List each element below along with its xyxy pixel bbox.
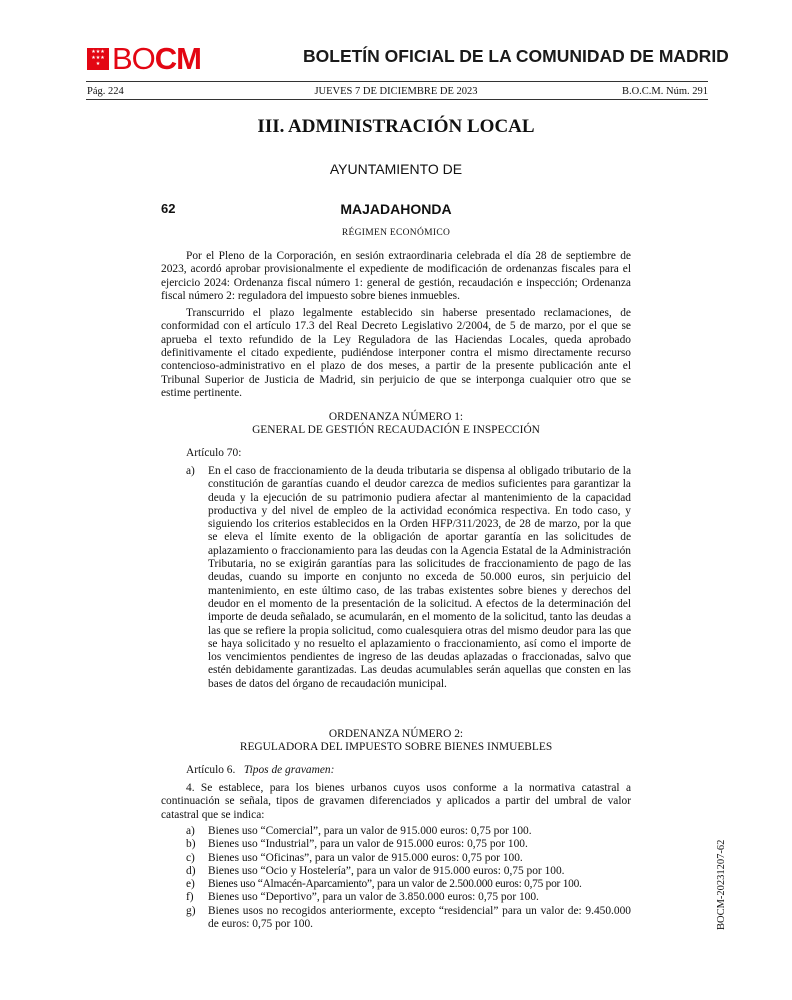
ordinance-2-text — [161, 782, 631, 822]
list-item-label: d) — [186, 864, 196, 877]
ordinance-2-title: ORDENANZA NÚMERO 2: — [328, 728, 464, 740]
bocm-logo — [87, 41, 202, 76]
tax-rate-list — [161, 825, 631, 931]
ordinance-1-subtitle: GENERAL DE GESTIÓN RECAUDACIÓN E INSPECCIÓN — [252, 424, 540, 437]
list-item-text: Bienes uso “Deportivo”, para un valor de 3.850.000 euros: 0,75 por 100. — [208, 891, 539, 904]
list-item — [161, 905, 631, 932]
ordinance-1-title: ORDENANZA NÚMERO 1: — [328, 411, 464, 423]
list-item — [161, 465, 631, 691]
town-heading: MAJADAHONDA — [340, 201, 452, 217]
issue-number: B.O.C.M. Núm. 291 — [621, 86, 708, 97]
header-rule-bottom — [86, 99, 708, 100]
article-number: Artículo 6. — [186, 764, 236, 776]
section-title: III. ADMINISTRACIÓN LOCAL — [257, 116, 535, 137]
ordinance-1-list — [161, 465, 631, 691]
list-item-text: Bienes usos no recogidos anteriormente, excepto “residencial” para un valor de: 9.450.000 de euros: 0,75 por 100. — [208, 904, 631, 931]
list-item-text: Bienes uso “Industrial”, para un valor de 915.000 euros: 0,75 por 100. — [208, 838, 528, 851]
ordinance-2-subtitle: REGULADORA DEL IMPUESTO SOBRE BIENES INMUEBLES — [239, 741, 553, 754]
list-item-text: Bienes uso “Comercial”, para un valor de 915.000 euros: 0,75 por 100. — [208, 825, 532, 837]
ordinance-2-paragraph: 4. Se establece, para los bienes urbanos cuyos usos conforme a la normativa catastral a continuación se señala, tipos de gravamen diferenciados y aplicados a partir del umbral de valor catastral que se indica: — [161, 782, 631, 821]
ordinance-2-heading — [161, 728, 631, 755]
masthead-title: BOLETÍN OFICIAL DE LA COMUNIDAD DE MADRID — [303, 46, 729, 66]
authority-heading: AYUNTAMIENTO DE — [329, 161, 463, 177]
subject-heading: RÉGIMEN ECONÓMICO — [341, 228, 451, 238]
logo-wordmark: BOCM — [112, 41, 202, 76]
list-item-label: c) — [186, 851, 195, 864]
list-item-label: a) — [186, 825, 195, 837]
issue-date: JUEVES 7 DE DICIEMBRE DE 2023 — [314, 86, 478, 97]
ordinance-2-article — [186, 764, 334, 776]
list-item — [161, 865, 631, 878]
list-item-label: g) — [186, 904, 196, 917]
list-item-text: Bienes uso “Ocio y Hostelería”, para un valor de 915.000 euros: 0,75 por 100. — [208, 864, 565, 877]
list-item-text: Bienes uso “Almacén-Aparcamiento”, para un valor de 2.500.000 euros: 0,75 por 100. — [208, 878, 582, 891]
list-item — [161, 891, 631, 904]
ordinance-1-article: Artículo 70: — [186, 447, 242, 459]
madrid-stars-icon: ★★★ ★★★ ★ — [87, 48, 109, 70]
ordinance-1-heading — [161, 411, 631, 438]
list-item-label: a) — [186, 465, 195, 477]
list-item-label: e) — [186, 878, 195, 891]
list-item-label: f) — [186, 891, 194, 904]
list-item — [161, 838, 631, 851]
list-item-text: Bienes uso “Oficinas”, para un valor de 915.000 euros: 0,75 por 100. — [208, 851, 523, 864]
intro-text — [161, 250, 631, 400]
article-title: Tipos de gravamen: — [243, 764, 335, 776]
intro-paragraph: Por el Pleno de la Corporación, en sesión extraordinaria celebrada el día 28 de septiembre de 2023, acordó aprobar provisionalmente el expediente de modificación de ordenanzas fiscales para el ejercicio 2024: Ordenanza fiscal número 1: general de gestión, recaudación e inspección; Ordenanza fiscal número 2: reguladora del impuesto sobre bienes inmuebles. — [161, 250, 631, 302]
entry-number: 62 — [161, 201, 176, 216]
list-item — [161, 878, 631, 891]
intro-paragraph: Transcurrido el plazo legalmente establecido sin haberse presentado reclamaciones, de conformidad con el artículo 17.3 del Real Decreto Legislativo 2/2004, de 5 de marzo, por el que se aprueba el texto refundido de la Ley Reguladora de las Haciendas Locales, queda aprobado definitivamente el citado expediente, pudiéndose interponer contra el mismo directamente recurso contencioso-administrativo en el plazo de dos meses, a partir de la presente publicación ante el Tribunal Superior de Justicia de Madrid, sin perjuicio de que se interponga cualquier otro que se estime pertinente. — [161, 307, 631, 399]
document-code: BOCM-20231207-62 — [716, 839, 727, 930]
list-item-text: En el caso de fraccionamiento de la deuda tributaria se dispensa al obligado tributario de la constitución de garantías cuando el deudor carezca de medios suficientes para garantizar la deuda y la ejecución de su patrimonio pudiera afectar al mantenimiento de la capacidad productiva y del nivel de empleo de la actividad económica respectiva. En todo caso, y siguiendo los criterios establecidos en la Orden HFP/311/2023, de 28 de marzo, por la que se eleva el límite exento de la obligación de aportar garantía en las solicitudes de aplazamiento o fraccionamiento para las deudas con la Agencia Estatal de la Administración Tributaria, no se exigirán garantías para las solicitudes de fraccionamiento de pago de las deudas, cuando su importe en conjunto no exceda de 50.000 euros, sin perjuicio del mantenimiento, en este último caso, de las trabas existentes sobre bienes y derechos del deudor en el momento de la presentación de la solicitud. A efectos de la determinación del importe de deuda señalado, se acumularán, en el momento de la solicitud, tanto las deudas a las que se refiere la propia solicitud, como cualesquiera otras del mismo deudor para las que se haya solicitado y no resuelto el aplazamiento o fraccionamiento, así como el importe de los vencimientos pendientes de ingreso de las deudas aplazadas o fraccionadas, salvo que estén debidamente garantizadas. Las deudas acumulables serán aquellas que consten en las bases de datos del órgano de recaudación municipal. — [208, 465, 631, 690]
list-item — [161, 852, 631, 865]
header-rule-top — [86, 81, 708, 82]
list-item-label: b) — [186, 838, 196, 851]
list-item — [161, 825, 631, 838]
page-number: Pág. 224 — [87, 86, 124, 97]
